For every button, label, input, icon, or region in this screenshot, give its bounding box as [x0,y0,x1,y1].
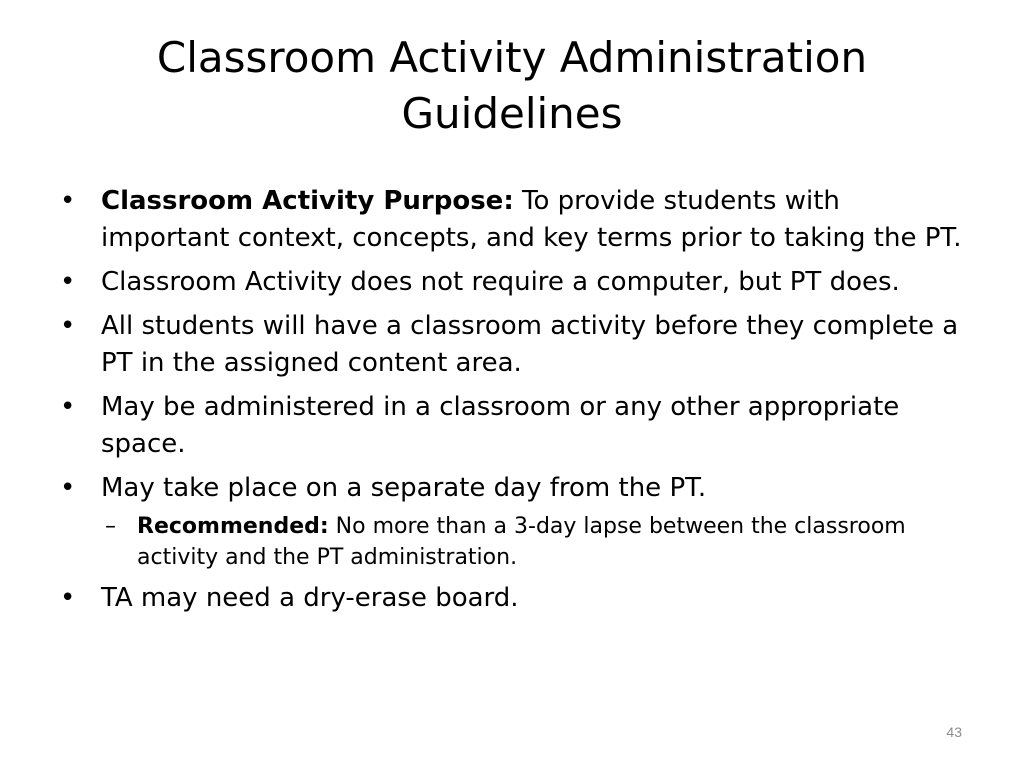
bullet-item-location [60,389,965,463]
bullet-text-all-students: All students will have a classroom activity before they complete a PT in the assigned content area. [101,311,959,378]
bullet-text-purpose: To provide students with important context, concepts, and key terms prior to taking the PT. [101,186,962,253]
bullet-marker: • [60,186,76,216]
slide-title-line-2: Guidelines [401,89,623,138]
bullet-item-purpose [60,183,965,257]
sub-bullet-list [101,511,965,573]
bullet-text-location: May be administered in a classroom or any other appropriate space. [101,392,900,459]
bullet-text-computer: Classroom Activity does not require a computer, but PT does. [101,267,900,297]
bullet-item-computer [60,264,965,301]
bullet-marker: • [60,473,76,503]
slide-title [70,30,954,142]
sub-bullet-label-recommended: Recommended: [137,514,329,539]
bullet-text-separate-day: May take place on a separate day from the PT. [101,473,707,503]
bullet-marker: • [60,311,76,341]
bullet-text-dry-erase: TA may need a dry-erase board. [101,583,519,613]
bullet-item-separate-day [60,470,965,573]
bullet-item-all-students [60,308,965,382]
slide-title-line-1: Classroom Activity Administration [156,33,868,82]
bullet-label-purpose: Classroom Activity Purpose: [101,186,514,216]
bullet-list [60,183,965,624]
bullet-marker: • [60,267,76,297]
page-number: 43 [946,724,962,740]
sub-bullet-text-recommended: No more than a 3-day lapse between the classroom activity and the PT administration. [137,514,906,570]
sub-bullet-marker: – [105,514,116,539]
sub-bullet-item-recommended [105,511,965,573]
bullet-item-dry-erase [60,580,965,617]
bullet-marker: • [60,583,76,613]
bullet-marker: • [60,392,76,422]
